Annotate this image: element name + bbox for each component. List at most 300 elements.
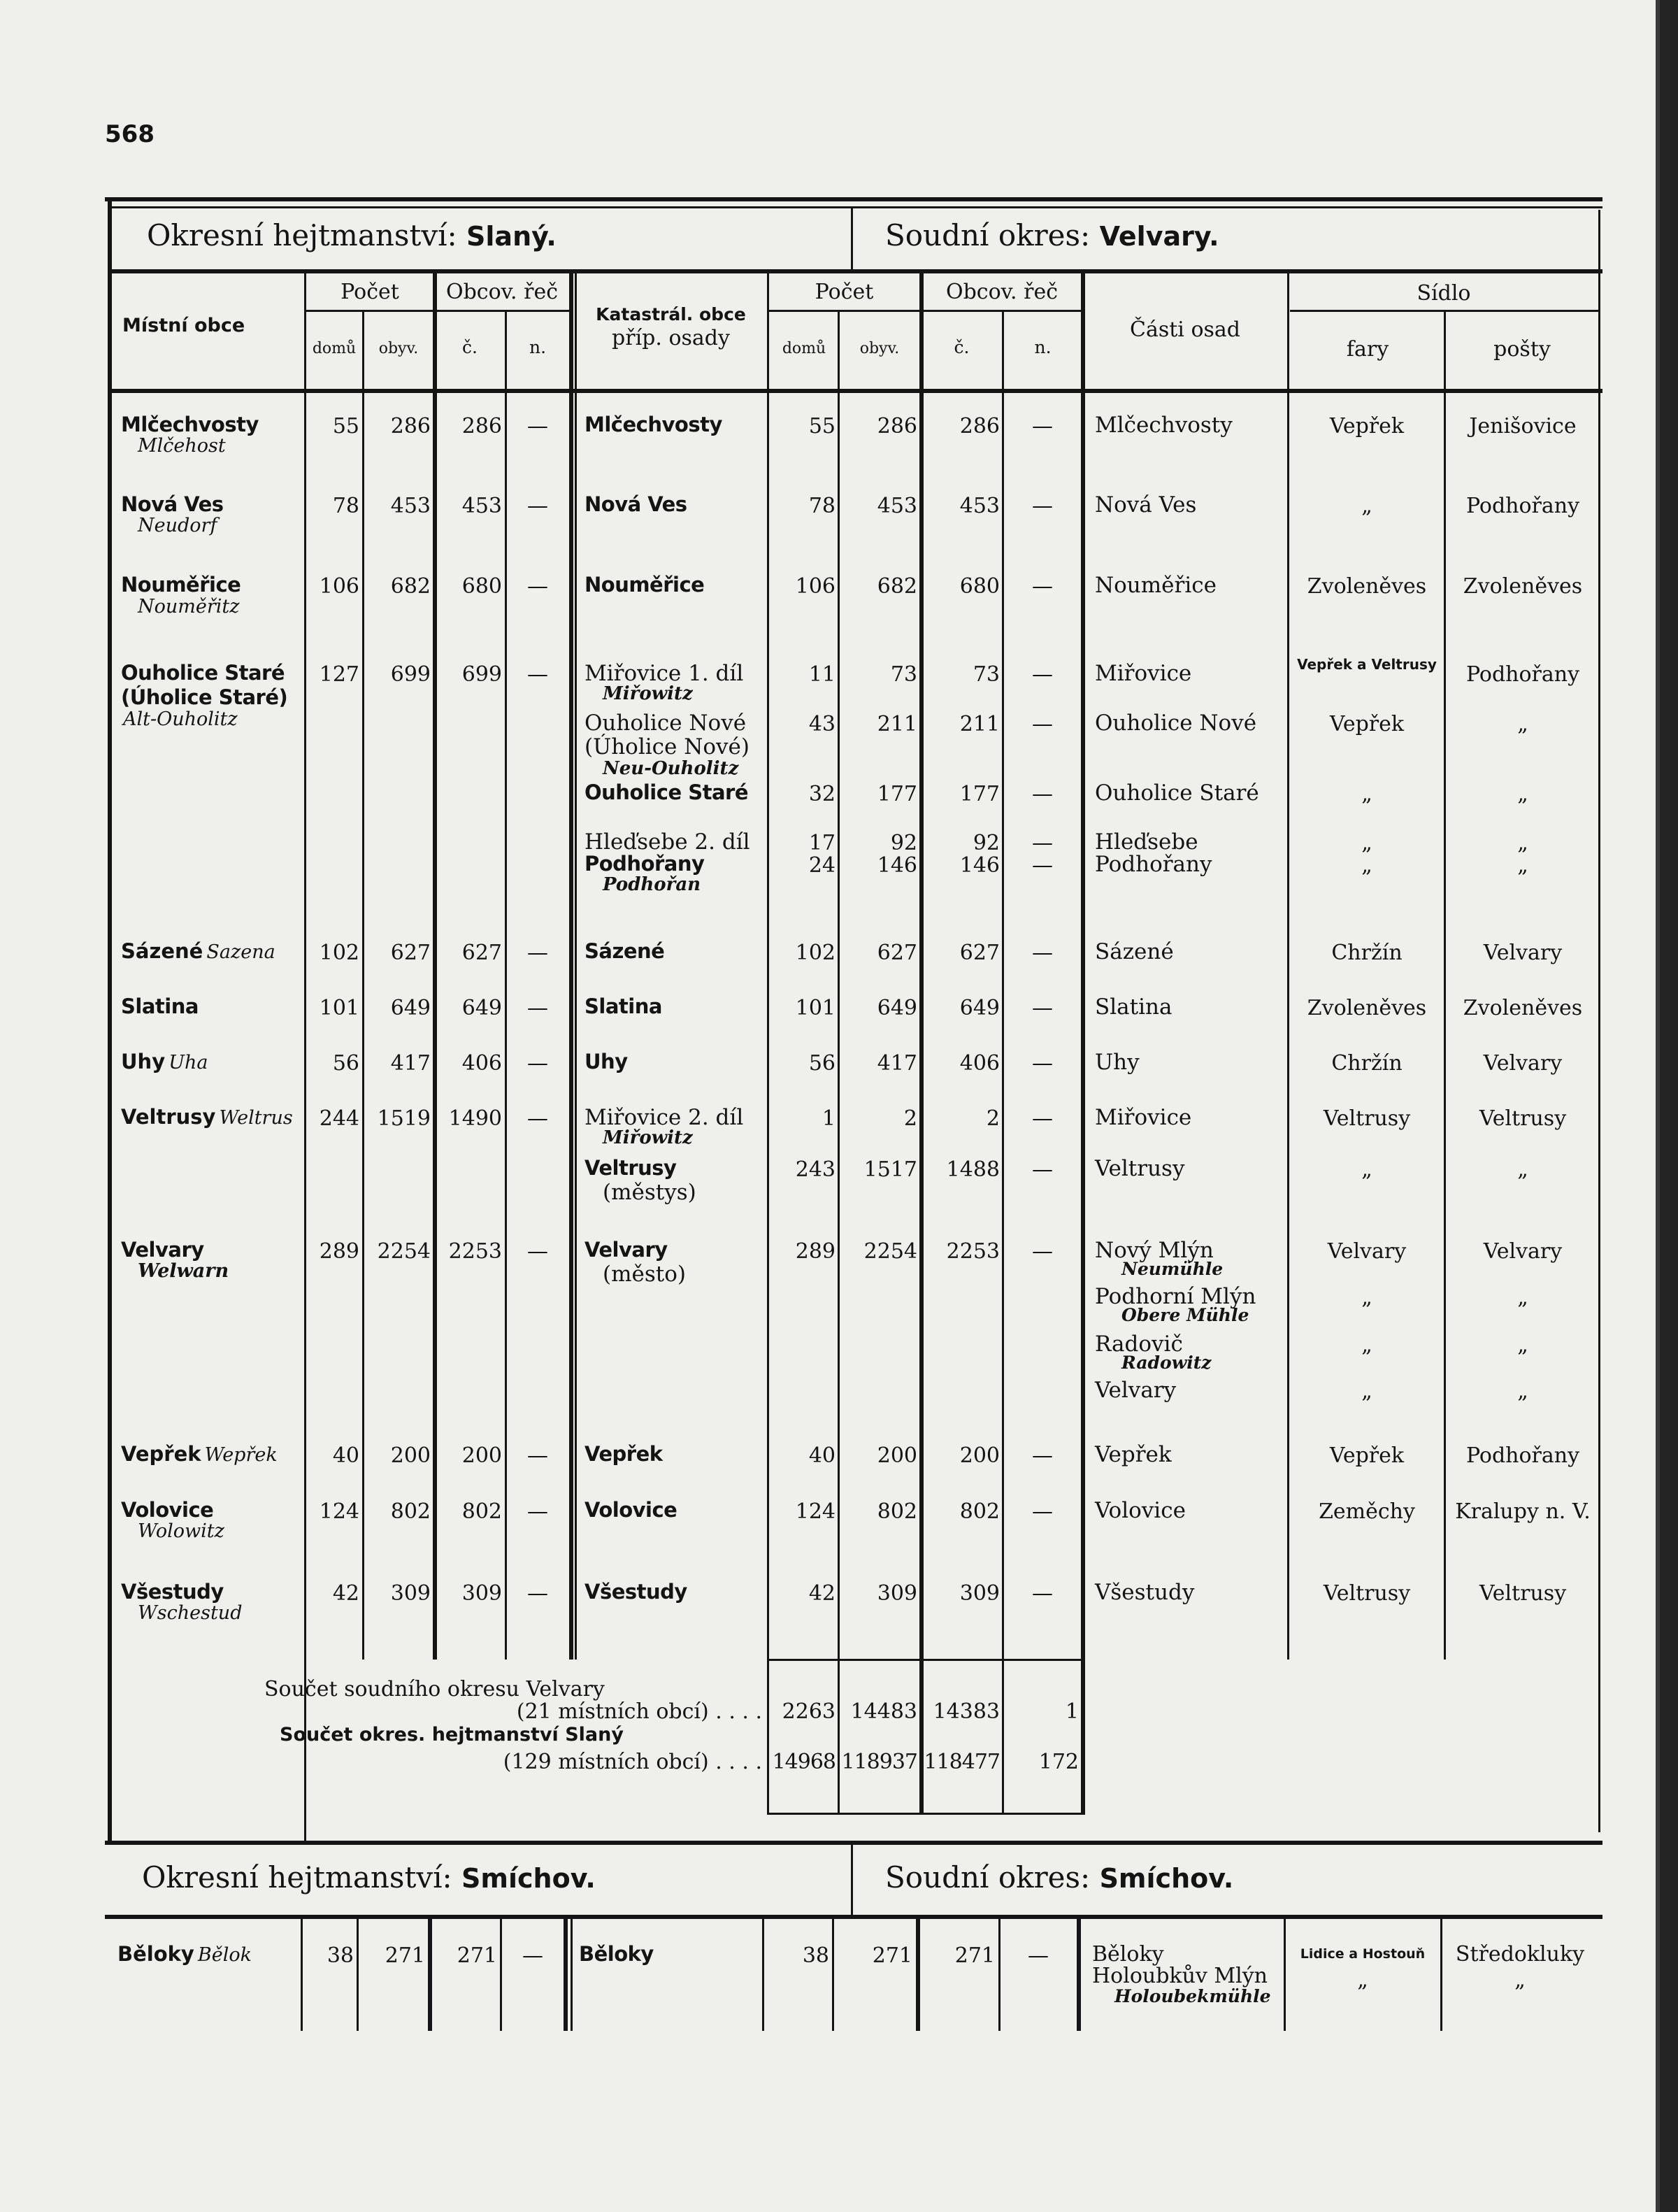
katastr-obyv: 2254 [863, 1239, 917, 1264]
rule [769, 1659, 1082, 1661]
katastr-domu: 102 [795, 941, 836, 965]
cast-osady: Nová Ves [1095, 492, 1197, 518]
katastr-obyv: 271 [872, 1943, 912, 1968]
header-domu-2: domů [782, 340, 826, 357]
total2-label-1: Součet okres. hejtmanství Slaný [280, 1724, 624, 1746]
obec-german: Uha [168, 1052, 208, 1073]
obyv: 1519 [377, 1106, 431, 1131]
fara: Veltrusy [1323, 1581, 1411, 1606]
rule-top [105, 197, 1602, 201]
fara: „ [1361, 1285, 1372, 1310]
domu: 124 [319, 1499, 359, 1524]
katastr-nemecky: — [1032, 996, 1053, 1020]
domu: 101 [319, 996, 359, 1020]
katastr-name: Velvary [585, 1238, 668, 1262]
posta: Zvoleněves [1463, 574, 1583, 599]
fara: „ [1361, 1333, 1372, 1357]
nemecky: — [527, 1106, 548, 1131]
katastr-obyv: 211 [877, 712, 917, 736]
katastr-domu: 106 [795, 574, 836, 599]
posta: „ [1514, 1968, 1526, 1992]
katastr-domu: 243 [795, 1157, 836, 1182]
obec-name: Mlčechvosty [121, 413, 259, 436]
obec-german: Neudorf [138, 515, 217, 536]
katastr-domu: 101 [795, 996, 836, 1020]
katastr-cesky: 92 [973, 831, 1000, 855]
domu: 102 [319, 941, 359, 965]
katastr-obyv: 309 [877, 1581, 917, 1606]
cesky: 627 [461, 941, 502, 965]
rule [832, 1919, 834, 2031]
katastr-nemecky: — [1032, 1239, 1053, 1264]
cast-osady: Holoubkův Mlýn [1092, 1964, 1268, 1988]
domu: 244 [319, 1106, 359, 1131]
header-katastr-2: příp. osady [612, 326, 730, 350]
katastr-nemecky: — [1032, 853, 1053, 878]
katastr-cesky: 271 [954, 1943, 995, 1968]
nemecky: — [527, 574, 548, 599]
rule [564, 1919, 568, 2031]
cast-osady: Mlčechvosty [1095, 413, 1233, 438]
katastr-name: Volovice [585, 1498, 677, 1522]
obec-name: Volovice [121, 1498, 214, 1522]
nemecky: — [527, 941, 548, 965]
obyv: 286 [390, 414, 431, 438]
header-katastr-1: Katastrál. obce [596, 304, 746, 324]
posta: „ [1517, 831, 1528, 855]
cast-osady: Nouměřice [1095, 573, 1217, 598]
katastr-name: Slatina [585, 994, 662, 1018]
katastr-name: Mlčechvosty [585, 413, 722, 436]
katastr-domu: 32 [808, 782, 836, 806]
katastr-domu: 38 [802, 1943, 829, 1968]
katastr-cesky: 177 [959, 782, 1000, 806]
cesky: 680 [461, 574, 502, 599]
katastr-nemecky: — [1032, 712, 1053, 736]
katastr-nemecky: — [1032, 414, 1053, 438]
katastr-name: Vepřek [585, 1442, 663, 1466]
cast-osady-german: Holoubekmühle [1114, 1986, 1271, 2006]
fara: Vepřek a Veltrusy [1297, 656, 1437, 673]
posta: Podhořany [1465, 1443, 1580, 1468]
total2-label-2: (129 místních obcí) . . . . [503, 1750, 762, 1774]
court-heading [885, 218, 1219, 252]
total2-cesky: 118477 [924, 1750, 1000, 1774]
rule [916, 1919, 920, 2031]
katastr-obyv: 2 [903, 1106, 917, 1131]
katastr-cesky: 453 [959, 494, 1000, 518]
header-sidlo: Sídlo [1417, 281, 1471, 306]
court-name: Smíchov. [1099, 1863, 1234, 1894]
katastr-german: Miřowitz [603, 683, 693, 704]
header-n: n. [529, 337, 547, 357]
katastr-obyv: 453 [877, 494, 917, 518]
fara: „ [1361, 853, 1372, 878]
obec-german: Mlčehost [138, 435, 226, 457]
katastr-cesky: 680 [959, 574, 1000, 599]
obyv: 271 [385, 1943, 425, 1968]
header-c-2: č. [954, 337, 970, 357]
posta: Jenišovice [1469, 414, 1577, 438]
obyv: 453 [390, 494, 431, 518]
rule [767, 1659, 769, 1815]
header-obyv: obyv. [378, 340, 419, 357]
katastr-cesky: 802 [959, 1499, 1000, 1524]
nemecky: — [527, 662, 548, 687]
obyv: 649 [390, 996, 431, 1020]
katastr-obyv: 177 [877, 782, 917, 806]
posta: „ [1517, 853, 1528, 878]
header-obyv-2: obyv. [859, 340, 900, 357]
court-label: Soudní okres: [885, 218, 1091, 252]
obec-row-beloky [117, 1942, 252, 1966]
katastr-obyv: 92 [890, 831, 917, 855]
cesky: 406 [461, 1051, 502, 1076]
fara: Zeměchy [1319, 1499, 1415, 1524]
rule [110, 269, 1602, 273]
domu: 106 [319, 574, 359, 599]
cesky: 699 [461, 662, 502, 687]
katastr-name: Miřovice 1. díl [585, 661, 744, 686]
domu: 78 [332, 494, 359, 518]
header-obcov-rec-2: Obcov. řeč [945, 280, 1059, 304]
katastr-name-2: (městys) [603, 1180, 696, 1205]
posta: Podhořany [1465, 662, 1580, 687]
obec-row-veltrusy [121, 1105, 304, 1129]
district-name: Slaný. [466, 221, 557, 252]
district-heading [147, 218, 557, 252]
total1-obyv: 14483 [850, 1699, 917, 1724]
total1-cesky: 14383 [933, 1699, 1000, 1724]
rule [105, 1841, 1602, 1845]
obec-name: Všestudy [121, 1580, 224, 1604]
posta: Středokluky [1455, 1942, 1585, 1967]
posta: „ [1517, 1333, 1528, 1357]
katastr-name: Podhořany [585, 852, 705, 876]
katastr-domu: 56 [808, 1051, 836, 1076]
obec-row-veprek [121, 1442, 278, 1466]
total2-nemecky: 172 [1038, 1750, 1079, 1774]
rule [428, 1919, 432, 2031]
katastr-cesky: 309 [959, 1581, 1000, 1606]
cast-osady: Miřovice [1095, 1105, 1192, 1130]
fara: Vepřek [1329, 1443, 1405, 1468]
obec-name: Nouměřice [121, 573, 241, 597]
domu: 127 [319, 662, 359, 687]
katastr-domu: 11 [808, 662, 836, 687]
posta: „ [1517, 712, 1528, 736]
katastr-domu: 43 [808, 712, 836, 736]
header-fary: fary [1346, 337, 1389, 362]
cesky: 309 [461, 1581, 502, 1606]
posta: Veltrusy [1479, 1106, 1567, 1131]
nemecky: — [522, 1943, 543, 1968]
katastr-name-2: (Úholice Nové) [585, 734, 750, 759]
obec-german: Wolowitz [138, 1520, 224, 1542]
obec-name: Slatina [121, 994, 199, 1018]
katastr-domu: 17 [808, 831, 836, 855]
obec-name: Veltrusy [121, 1105, 216, 1129]
cast-osady: Podhořany [1095, 852, 1212, 877]
cast-osady: Ouholice Nové [1095, 711, 1257, 736]
katastr-nemecky: — [1032, 941, 1053, 965]
obec-row-uhy [121, 1050, 208, 1073]
katastr-german: Miřowitz [603, 1127, 693, 1148]
header-pocet: Počet [340, 280, 399, 304]
obec-german: Wschestud [138, 1602, 243, 1624]
cast-osady: Všestudy [1095, 1580, 1195, 1605]
rule [571, 1919, 573, 2031]
obec-german: Welwarn [138, 1260, 229, 1282]
katastr-nemecky: — [1032, 494, 1053, 518]
katastr-name: Uhy [585, 1050, 628, 1073]
nemecky: — [527, 494, 548, 518]
katastr-obyv: 802 [877, 1499, 917, 1524]
katastr-cesky: 1488 [946, 1157, 1000, 1182]
katastr-nemecky: — [1032, 574, 1053, 599]
cast-osady: Vepřek [1095, 1442, 1172, 1467]
rule [769, 310, 1082, 312]
nemecky: — [527, 1239, 548, 1264]
fara: „ [1361, 782, 1372, 806]
katastr-cesky: 627 [959, 941, 1000, 965]
katastr-domu: 1 [822, 1106, 836, 1131]
obyv: 627 [390, 941, 431, 965]
cast-osady: Hleďsebe [1095, 829, 1198, 855]
nemecky: — [527, 1581, 548, 1606]
posta: Zvoleněves [1463, 996, 1583, 1020]
posta: „ [1517, 1157, 1528, 1182]
fara: Vepřek [1329, 712, 1405, 736]
obec-alt-name: (Úholice Staré) [121, 685, 288, 709]
total1-nemecky: 1 [1065, 1699, 1079, 1724]
obyv: 200 [390, 1443, 431, 1468]
katastr-name-2: (město) [603, 1262, 686, 1287]
domu: 38 [327, 1943, 354, 1968]
katastr-name: Miřovice 2. díl [585, 1105, 744, 1130]
header-pocet-2: Počet [815, 280, 874, 304]
nemecky: — [527, 1443, 548, 1468]
total2-obyv: 118937 [841, 1750, 917, 1774]
rule [357, 1919, 359, 2031]
katastr-cesky: 146 [959, 853, 1000, 878]
cast-osady: Uhy [1095, 1050, 1140, 1075]
nemecky: — [527, 996, 548, 1020]
rule [569, 273, 573, 1660]
katastr-domu: 289 [795, 1239, 836, 1264]
katastr-cesky: 406 [959, 1051, 1000, 1076]
fara: „ [1357, 1968, 1368, 1992]
header-domu: domů [312, 340, 357, 357]
katastr-name: Všestudy [585, 1580, 687, 1604]
katastr-obyv: 1517 [863, 1157, 917, 1182]
header-posty: pošty [1493, 337, 1551, 362]
cast-osady: Miřovice [1095, 661, 1192, 686]
cast-osady-german: Obere Mühle [1121, 1305, 1249, 1325]
katastr-nemecky: — [1032, 1443, 1053, 1468]
rule [500, 1919, 502, 2031]
obec-german: Bělok [197, 1944, 252, 1966]
cast-osady: Slatina [1095, 994, 1173, 1020]
district-name: Smíchov. [461, 1863, 596, 1894]
katastr-cesky: 649 [959, 996, 1000, 1020]
district-label: Okresní hejtmanství: [142, 1860, 452, 1895]
katastr-cesky: 2 [986, 1106, 1000, 1131]
posta: Kralupy n. V. [1455, 1499, 1591, 1524]
fara: Chržín [1331, 1051, 1403, 1076]
katastr-nemecky: — [1032, 831, 1053, 855]
cast-osady: Veltrusy [1095, 1156, 1185, 1181]
total2-domu: 14968 [772, 1750, 836, 1774]
rule [762, 1919, 764, 2031]
rule [851, 206, 853, 269]
obec-name: Nová Ves [121, 492, 224, 516]
rule [301, 1919, 303, 2031]
obec-row-sazene [121, 939, 275, 963]
rule [851, 1845, 853, 1915]
katastr-obyv: 682 [877, 574, 917, 599]
katastr-domu: 42 [808, 1581, 836, 1606]
katastr-domu: 24 [808, 853, 836, 878]
court-label: Soudní okres: [885, 1860, 1091, 1895]
katastr-obyv: 200 [877, 1443, 917, 1468]
cast-osady: Velvary [1095, 1378, 1177, 1403]
katastr-obyv: 73 [890, 662, 917, 687]
obec-german: Nouměřitz [138, 596, 240, 618]
rule [1287, 273, 1289, 1660]
domu: 289 [319, 1239, 359, 1264]
cesky: 802 [461, 1499, 502, 1524]
obec-name: Uhy [121, 1050, 166, 1073]
katastr-cesky: 2253 [946, 1239, 1000, 1264]
fara: Veltrusy [1323, 1106, 1411, 1131]
katastr-cesky: 73 [973, 662, 1000, 687]
cesky: 649 [461, 996, 502, 1020]
posta: Velvary [1483, 1051, 1563, 1076]
obyv: 682 [390, 574, 431, 599]
district2-heading [142, 1860, 596, 1895]
header-obcov-rec: Obcov. řeč [445, 280, 559, 304]
katastr-name: Ouholice Nové [585, 711, 747, 736]
posta: „ [1517, 1379, 1528, 1404]
domu: 56 [332, 1051, 359, 1076]
rule [105, 1915, 1602, 1919]
cesky: 271 [457, 1943, 497, 1968]
cast-osady: Běloky [1092, 1942, 1164, 1967]
katastr-nemecky: — [1028, 1943, 1049, 1968]
posta: Podhořany [1465, 494, 1580, 518]
cesky: 1490 [448, 1106, 502, 1131]
katastr-domu: 78 [808, 494, 836, 518]
posta: „ [1517, 1285, 1528, 1310]
fara: „ [1361, 494, 1372, 518]
obyv: 2254 [377, 1239, 431, 1264]
katastr-obyv: 146 [877, 853, 917, 878]
fara: „ [1361, 1157, 1372, 1182]
obyv: 699 [390, 662, 431, 687]
fara: Zvoleněves [1307, 996, 1427, 1020]
rule [110, 206, 1602, 208]
cast-osady-german: Neumühle [1121, 1259, 1224, 1279]
obec-name: Ouholice Staré [121, 661, 285, 685]
katastr-cesky: 286 [959, 414, 1000, 438]
header-casti-osad: Části osad [1130, 317, 1240, 342]
obec-name: Sázené [121, 939, 203, 963]
cast-osady: Volovice [1095, 1498, 1186, 1523]
katastr-nemecky: — [1032, 1106, 1053, 1131]
katastr-nemecky: — [1032, 662, 1053, 687]
fara: „ [1361, 831, 1372, 855]
fara: Chržín [1331, 941, 1403, 965]
katastr-obyv: 627 [877, 941, 917, 965]
katastr-domu: 40 [808, 1443, 836, 1468]
katastr-obyv: 417 [877, 1051, 917, 1076]
rule [998, 1919, 1001, 2031]
fara: „ [1361, 1379, 1372, 1404]
fara: Lidice a Hostouň [1300, 1946, 1426, 1962]
cast-osady: Nový Mlýn [1095, 1238, 1214, 1263]
rule [1077, 1919, 1081, 2031]
cesky: 200 [461, 1443, 502, 1468]
obec-german: Wepřek [204, 1444, 278, 1466]
obec-name: Velvary [121, 1238, 204, 1262]
cast-osady-german: Radowitz [1121, 1353, 1212, 1373]
katastr-name: Ouholice Staré [585, 780, 748, 804]
obec-german: Sazena [206, 941, 275, 963]
katastr-nemecky: — [1032, 1581, 1053, 1606]
total1-label-2: (21 místních obcí) . . . . [516, 1699, 762, 1724]
katastr-nemecky: — [1032, 1051, 1053, 1076]
posta: „ [1517, 782, 1528, 806]
cast-osady: Radovič [1095, 1332, 1183, 1357]
district-label: Okresní hejtmanství: [147, 218, 457, 252]
cast-osady: Podhorní Mlýn [1095, 1284, 1256, 1309]
obec-german: Weltrus [219, 1107, 293, 1129]
katastr-name: Běloky [579, 1942, 654, 1966]
katastr-name: Nouměřice [585, 573, 705, 597]
rule [306, 310, 569, 312]
katastr-cesky: 200 [959, 1443, 1000, 1468]
cast-osady: Ouholice Staré [1095, 780, 1259, 806]
obyv: 802 [390, 1499, 431, 1524]
fara: Velvary [1327, 1239, 1407, 1264]
page-number: 568 [105, 120, 155, 148]
katastr-cesky: 211 [959, 712, 1000, 736]
obec-name: Běloky [117, 1942, 194, 1966]
cesky: 2253 [448, 1239, 502, 1264]
katastr-nemecky: — [1032, 1499, 1053, 1524]
katastr-name: Sázené [585, 939, 665, 963]
total1-domu: 2263 [782, 1699, 836, 1724]
fara: Vepřek [1329, 414, 1405, 438]
header-c: č. [462, 337, 478, 357]
fara: Zvoleněves [1307, 574, 1427, 599]
obyv: 309 [390, 1581, 431, 1606]
nemecky: — [527, 1051, 548, 1076]
header-n-2: n. [1034, 337, 1052, 357]
katastr-name: Veltrusy [585, 1156, 677, 1180]
rule [110, 389, 1602, 393]
rule-left [108, 197, 112, 1843]
domu: 55 [332, 414, 359, 438]
cast-osady: Sázené [1095, 939, 1174, 964]
cesky: 286 [461, 414, 502, 438]
posta: Velvary [1483, 941, 1563, 965]
obyv: 417 [390, 1051, 431, 1076]
obec-german: Alt-Ouholitz [123, 708, 238, 730]
katastr-obyv: 286 [877, 414, 917, 438]
nemecky: — [527, 1499, 548, 1524]
